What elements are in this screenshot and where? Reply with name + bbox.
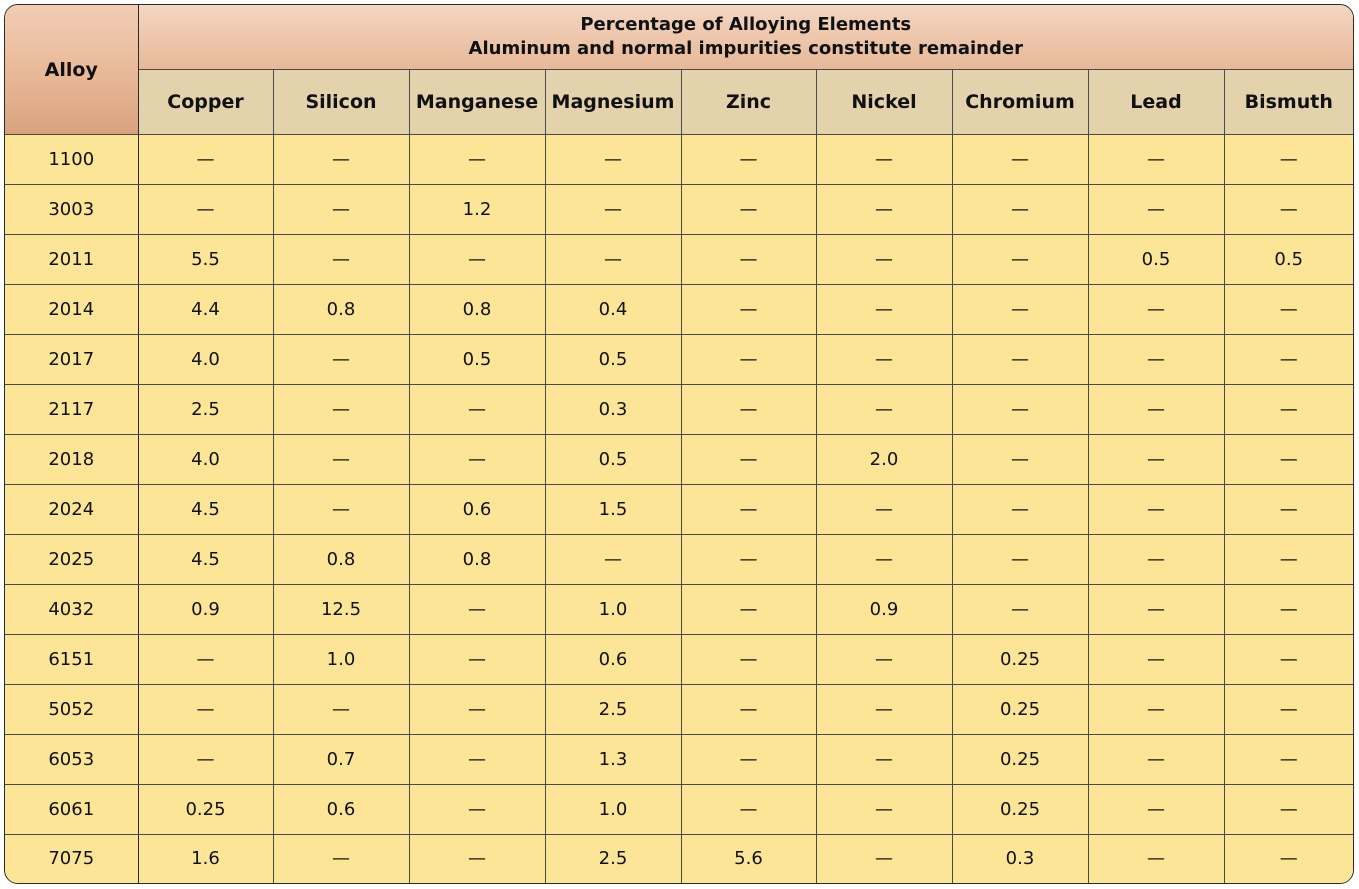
cell-lead: — <box>1088 634 1224 684</box>
cell-copper: 4.5 <box>138 484 273 534</box>
cell-copper: — <box>138 734 273 784</box>
cell-zinc: — <box>681 184 816 234</box>
cell-copper: 4.4 <box>138 284 273 334</box>
alloying-elements-group-header <box>138 5 1353 70</box>
cell-copper: 5.5 <box>138 234 273 284</box>
alloy-designation: 6061 <box>5 784 138 834</box>
alloy-designation: 4032 <box>5 584 138 634</box>
alloy-designation: 2025 <box>5 534 138 584</box>
cell-chromium: 0.25 <box>952 734 1088 784</box>
cell-bismuth: — <box>1224 834 1353 883</box>
column-header-lead: Lead <box>1088 70 1224 135</box>
cell-nickel: — <box>816 484 952 534</box>
cell-silicon: — <box>273 334 409 384</box>
cell-bismuth: — <box>1224 135 1353 185</box>
cell-manganese: — <box>409 234 545 284</box>
column-header-nickel: Nickel <box>816 70 952 135</box>
cell-nickel: — <box>816 784 952 834</box>
cell-copper: 0.9 <box>138 584 273 634</box>
cell-zinc: — <box>681 384 816 434</box>
cell-silicon: — <box>273 135 409 185</box>
cell-magnesium: — <box>545 135 681 185</box>
cell-zinc: — <box>681 434 816 484</box>
cell-manganese: — <box>409 784 545 834</box>
table-row <box>5 184 1353 234</box>
cell-chromium: 0.3 <box>952 834 1088 883</box>
cell-magnesium: 1.5 <box>545 484 681 534</box>
table-row <box>5 584 1353 634</box>
cell-chromium: — <box>952 434 1088 484</box>
cell-nickel: — <box>816 834 952 883</box>
cell-silicon: 12.5 <box>273 584 409 634</box>
cell-bismuth: — <box>1224 534 1353 584</box>
group-header-subtitle: Aluminum and normal impurities constitute remainder <box>468 38 1023 59</box>
column-header-chromium: Chromium <box>952 70 1088 135</box>
cell-zinc: — <box>681 234 816 284</box>
cell-manganese: — <box>409 684 545 734</box>
cell-silicon: 0.8 <box>273 284 409 334</box>
cell-magnesium: 0.5 <box>545 434 681 484</box>
cell-zinc: — <box>681 684 816 734</box>
cell-magnesium: — <box>545 234 681 284</box>
cell-nickel: 2.0 <box>816 434 952 484</box>
cell-manganese: 0.6 <box>409 484 545 534</box>
cell-lead: — <box>1088 135 1224 185</box>
cell-manganese: — <box>409 584 545 634</box>
table-row <box>5 634 1353 684</box>
cell-silicon: 0.6 <box>273 784 409 834</box>
cell-magnesium: 1.3 <box>545 734 681 784</box>
cell-bismuth: — <box>1224 184 1353 234</box>
cell-chromium: — <box>952 484 1088 534</box>
cell-magnesium: 1.0 <box>545 584 681 634</box>
cell-lead: — <box>1088 184 1224 234</box>
cell-copper: — <box>138 135 273 185</box>
cell-silicon: 0.7 <box>273 734 409 784</box>
cell-manganese: 0.5 <box>409 334 545 384</box>
cell-silicon: 1.0 <box>273 634 409 684</box>
cell-nickel: — <box>816 684 952 734</box>
cell-manganese: — <box>409 634 545 684</box>
table-row <box>5 234 1353 284</box>
cell-bismuth: — <box>1224 484 1353 534</box>
cell-zinc: — <box>681 534 816 584</box>
cell-silicon: — <box>273 384 409 434</box>
cell-chromium: 0.25 <box>952 784 1088 834</box>
cell-lead: — <box>1088 584 1224 634</box>
cell-lead: — <box>1088 484 1224 534</box>
cell-lead: — <box>1088 784 1224 834</box>
cell-bismuth: — <box>1224 384 1353 434</box>
cell-magnesium: 0.3 <box>545 384 681 434</box>
alloy-composition-table <box>5 5 1353 883</box>
cell-zinc: — <box>681 334 816 384</box>
cell-zinc: — <box>681 584 816 634</box>
cell-zinc: — <box>681 284 816 334</box>
table-row <box>5 734 1353 784</box>
cell-chromium: — <box>952 384 1088 434</box>
cell-lead: — <box>1088 834 1224 883</box>
alloy-designation: 2018 <box>5 434 138 484</box>
alloy-designation: 5052 <box>5 684 138 734</box>
cell-magnesium: 0.6 <box>545 634 681 684</box>
cell-silicon: 0.8 <box>273 534 409 584</box>
cell-chromium: — <box>952 534 1088 584</box>
cell-magnesium: 0.5 <box>545 334 681 384</box>
cell-copper: 0.25 <box>138 784 273 834</box>
cell-nickel: — <box>816 284 952 334</box>
cell-lead: — <box>1088 284 1224 334</box>
table-row <box>5 834 1353 883</box>
cell-chromium: — <box>952 284 1088 334</box>
cell-copper: 4.5 <box>138 534 273 584</box>
table-row <box>5 534 1353 584</box>
alloy-designation: 7075 <box>5 834 138 883</box>
cell-chromium: — <box>952 234 1088 284</box>
cell-nickel: — <box>816 384 952 434</box>
alloy-designation: 2117 <box>5 384 138 434</box>
cell-lead: — <box>1088 434 1224 484</box>
cell-magnesium: 2.5 <box>545 834 681 883</box>
cell-copper: 1.6 <box>138 834 273 883</box>
table-row <box>5 334 1353 384</box>
cell-manganese: 0.8 <box>409 534 545 584</box>
cell-bismuth: — <box>1224 284 1353 334</box>
column-header-zinc: Zinc <box>681 70 816 135</box>
column-header-silicon: Silicon <box>273 70 409 135</box>
alloy-designation: 3003 <box>5 184 138 234</box>
alloy-designation: 2017 <box>5 334 138 384</box>
alloy-designation: 6053 <box>5 734 138 784</box>
cell-manganese: — <box>409 135 545 185</box>
column-header-manganese: Manganese <box>409 70 545 135</box>
cell-chromium: 0.25 <box>952 684 1088 734</box>
cell-nickel: — <box>816 634 952 684</box>
cell-lead: — <box>1088 384 1224 434</box>
cell-bismuth: — <box>1224 734 1353 784</box>
cell-silicon: — <box>273 484 409 534</box>
cell-nickel: — <box>816 534 952 584</box>
cell-manganese: — <box>409 834 545 883</box>
cell-copper: — <box>138 634 273 684</box>
table-row <box>5 784 1353 834</box>
alloy-designation: 1100 <box>5 135 138 185</box>
cell-lead: — <box>1088 334 1224 384</box>
cell-chromium: — <box>952 184 1088 234</box>
cell-zinc: — <box>681 135 816 185</box>
cell-zinc: 5.6 <box>681 834 816 883</box>
cell-nickel: — <box>816 135 952 185</box>
cell-manganese: — <box>409 384 545 434</box>
table-row <box>5 434 1353 484</box>
alloy-designation: 2024 <box>5 484 138 534</box>
cell-magnesium: — <box>545 534 681 584</box>
cell-lead: — <box>1088 734 1224 784</box>
column-header-copper: Copper <box>138 70 273 135</box>
cell-nickel: 0.9 <box>816 584 952 634</box>
column-header-magnesium: Magnesium <box>545 70 681 135</box>
alloy-composition-table-frame <box>4 4 1354 884</box>
cell-nickel: — <box>816 734 952 784</box>
cell-lead: 0.5 <box>1088 234 1224 284</box>
group-header-title: Percentage of Alloying Elements <box>580 14 912 35</box>
cell-lead: — <box>1088 684 1224 734</box>
cell-manganese: 0.8 <box>409 284 545 334</box>
table-row <box>5 484 1353 534</box>
cell-lead: — <box>1088 534 1224 584</box>
cell-magnesium: 1.0 <box>545 784 681 834</box>
cell-magnesium: — <box>545 184 681 234</box>
cell-nickel: — <box>816 234 952 284</box>
cell-manganese: — <box>409 434 545 484</box>
cell-copper: 4.0 <box>138 434 273 484</box>
cell-copper: 4.0 <box>138 334 273 384</box>
column-header-bismuth: Bismuth <box>1224 70 1353 135</box>
cell-silicon: — <box>273 234 409 284</box>
cell-zinc: — <box>681 484 816 534</box>
cell-manganese: — <box>409 734 545 784</box>
cell-chromium: — <box>952 584 1088 634</box>
cell-chromium: — <box>952 334 1088 384</box>
cell-copper: — <box>138 684 273 734</box>
cell-magnesium: 2.5 <box>545 684 681 734</box>
cell-manganese: 1.2 <box>409 184 545 234</box>
cell-bismuth: — <box>1224 434 1353 484</box>
cell-silicon: — <box>273 434 409 484</box>
cell-nickel: — <box>816 334 952 384</box>
cell-copper: — <box>138 184 273 234</box>
cell-zinc: — <box>681 634 816 684</box>
alloy-designation: 2011 <box>5 234 138 284</box>
cell-bismuth: — <box>1224 784 1353 834</box>
cell-copper: 2.5 <box>138 384 273 434</box>
table-row <box>5 684 1353 734</box>
cell-magnesium: 0.4 <box>545 284 681 334</box>
cell-silicon: — <box>273 184 409 234</box>
cell-bismuth: — <box>1224 684 1353 734</box>
table-row <box>5 384 1353 434</box>
cell-zinc: — <box>681 734 816 784</box>
cell-bismuth: — <box>1224 334 1353 384</box>
cell-nickel: — <box>816 184 952 234</box>
cell-chromium: — <box>952 135 1088 185</box>
cell-bismuth: — <box>1224 634 1353 684</box>
table-row <box>5 135 1353 185</box>
alloy-column-header: Alloy <box>5 5 138 135</box>
alloy-designation: 6151 <box>5 634 138 684</box>
table-row <box>5 284 1353 334</box>
cell-silicon: — <box>273 834 409 883</box>
cell-chromium: 0.25 <box>952 634 1088 684</box>
cell-bismuth: — <box>1224 584 1353 634</box>
cell-silicon: — <box>273 684 409 734</box>
alloy-designation: 2014 <box>5 284 138 334</box>
cell-bismuth: 0.5 <box>1224 234 1353 284</box>
cell-zinc: — <box>681 784 816 834</box>
